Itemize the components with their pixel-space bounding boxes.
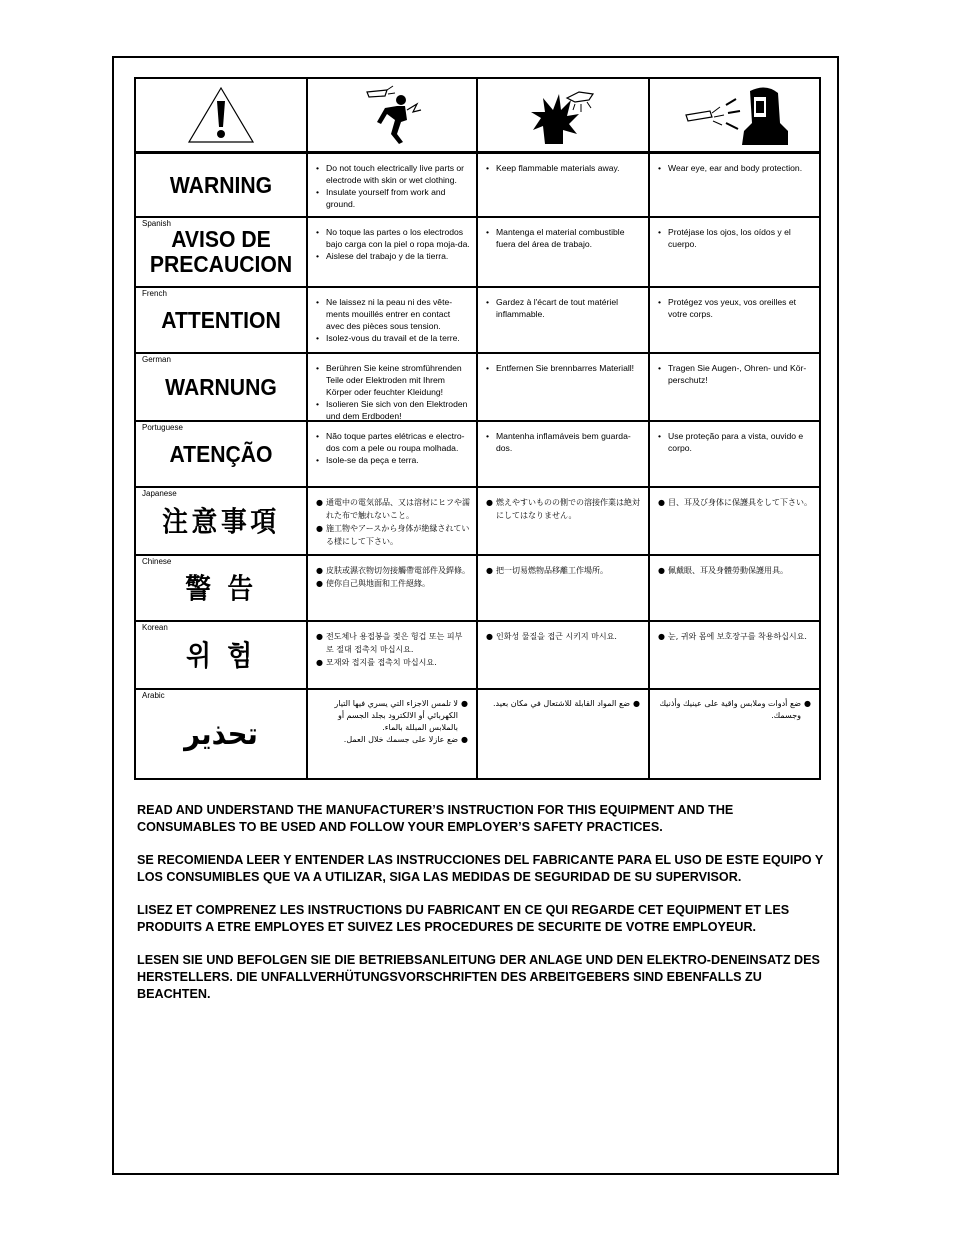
instruction-list bbox=[478, 622, 648, 643]
shock-instructions-cell bbox=[308, 288, 478, 354]
instruction-item: • Isole-se da peça e terra. bbox=[316, 454, 470, 466]
instruction-item: • Keep flammable materials away. bbox=[486, 162, 642, 174]
warning-title: ATTENTION bbox=[161, 306, 281, 333]
warning-title: تحذير bbox=[184, 716, 258, 752]
instruction-list bbox=[478, 218, 648, 250]
instruction-item: • Ne laissez ni la peau ni des vête-ments mouillés entrer en contact avec des pièces sous tension. bbox=[316, 296, 470, 332]
language-label: Chinese bbox=[142, 557, 172, 566]
instruction-item: • Não toque partes elétricas e electro-dos com a pele ou roupa molhada. bbox=[316, 430, 470, 454]
language-cell bbox=[136, 622, 308, 690]
fire-instructions-cell bbox=[478, 354, 650, 422]
instruction-list bbox=[650, 690, 819, 722]
instruction-item: ● 皮肤或濕衣物切勿接觸帶電部件及銲條。 bbox=[316, 564, 470, 577]
instruction-list bbox=[478, 154, 648, 174]
header-protection-cell bbox=[650, 79, 819, 154]
language-label: Portuguese bbox=[142, 423, 183, 432]
shock-instructions-cell bbox=[308, 218, 478, 288]
instruction-list bbox=[308, 154, 476, 210]
instruction-paragraph: READ AND UNDERSTAND THE MANUFACTURER’S INSTRUCTION FOR THIS EQUIPMENT AND THE CONSUMABLES TO BE USED AND FOLLOW YOUR EMPLOYER’S SAFETY PRACTICES. bbox=[137, 803, 734, 834]
instruction-item: ● 目、耳及び身体に保護具をして下さい。 bbox=[658, 496, 813, 509]
instruction-item: • Insulate yourself from work and ground. bbox=[316, 186, 470, 210]
fire-instructions-cell bbox=[478, 556, 650, 622]
instruction-paragraph: LISEZ ET COMPRENEZ LES INSTRUCTIONS DU FABRICANT EN CE QUI REGARDE CET EQUIPMENT ET LES PRODUITS A ETRE EMPLOYES ET SUIVEZ LES PROCEDURES DE SECURITE DE VOTRE EMPLOYEUR. bbox=[137, 903, 790, 934]
fire-instructions-cell bbox=[478, 218, 650, 288]
instruction-paragraph: LESEN SIE UND BEFOLGEN SIE DIE BETRIEBSANLEITUNG DER ANLAGE UND DEN ELEKTRO-DENEINSATZ DES HERSTELLERS. DIE UNFALLVERHÜTUNGSVORSCHRIFTEN DES ARBEITGEBERS SIND EBENFALLS ZU BEACHTEN. bbox=[137, 953, 820, 1001]
instruction-item: • Gardez à l'écart de tout matériel inflammable. bbox=[486, 296, 642, 320]
instruction-list bbox=[478, 488, 648, 522]
welder-protection-icon bbox=[680, 83, 790, 147]
instruction-list bbox=[650, 422, 819, 454]
instruction-list bbox=[308, 622, 476, 669]
warning-table bbox=[134, 77, 821, 780]
language-label: French bbox=[142, 289, 167, 298]
language-cell bbox=[136, 354, 308, 422]
warning-title: WARNING bbox=[169, 171, 273, 198]
instruction-list bbox=[308, 488, 476, 548]
fire-instructions-cell bbox=[478, 488, 650, 556]
protection-instructions-cell bbox=[650, 690, 819, 778]
instruction-item: ● ضع أدوات وملابس واقية على عينيك وأذنيك وجسمك. bbox=[656, 698, 811, 722]
language-label: Japanese bbox=[142, 489, 177, 498]
warning-title: ATENÇÃO bbox=[169, 440, 273, 467]
language-label: Arabic bbox=[142, 691, 165, 700]
language-label: German bbox=[142, 355, 171, 364]
instruction-item: ● 전도체나 용접봉을 젖은 헝겁 또는 피부로 절대 접촉치 마십시요. bbox=[316, 630, 470, 656]
instruction-list bbox=[650, 556, 819, 577]
language-label: Korean bbox=[142, 623, 168, 632]
protection-instructions-cell bbox=[650, 488, 819, 556]
instruction-item: • Tragen Sie Augen-, Ohren- und Kör-perschutz! bbox=[658, 362, 813, 386]
language-label: Spanish bbox=[142, 219, 171, 228]
instruction-item: • Use proteção para a vista, ouvido e corpo. bbox=[658, 430, 813, 454]
language-cell bbox=[136, 154, 308, 218]
instruction-list bbox=[308, 690, 476, 746]
instruction-list bbox=[308, 218, 476, 262]
shock-instructions-cell bbox=[308, 488, 478, 556]
explosion-icon bbox=[523, 84, 603, 146]
fire-instructions-cell bbox=[478, 422, 650, 488]
instruction-item: ● ضع عازلا على جسمك خلال العمل. bbox=[314, 734, 468, 746]
shock-instructions-cell bbox=[308, 154, 478, 218]
instruction-list bbox=[308, 556, 476, 590]
warning-title: 警 告 bbox=[185, 571, 257, 605]
instruction-item: • Mantenha inflamáveis bem guarda-dos. bbox=[486, 430, 642, 454]
fire-instructions-cell bbox=[478, 154, 650, 218]
instruction-list bbox=[308, 422, 476, 466]
header-fire-cell bbox=[478, 79, 650, 154]
fire-instructions-cell bbox=[478, 690, 650, 778]
shock-instructions-cell bbox=[308, 622, 478, 690]
instruction-item: • Isolieren Sie sich von den Elektroden und dem Erdboden! bbox=[316, 398, 470, 422]
fire-instructions-cell bbox=[478, 622, 650, 690]
instruction-list bbox=[650, 622, 819, 643]
instruction-list bbox=[650, 218, 819, 250]
warning-title: AVISO DE PRECAUCION bbox=[149, 226, 293, 277]
warning-title: 注意事項 bbox=[162, 504, 280, 538]
shock-instructions-cell bbox=[308, 690, 478, 778]
language-cell bbox=[136, 690, 308, 778]
instruction-item: • No toque las partes o los electrodos bajo carga con la piel o ropa moja-da. bbox=[316, 226, 470, 250]
instruction-item: ● 通電中の電気部品、又は溶材にヒフや濡れた布で触れないこと。 bbox=[316, 496, 470, 522]
header-warning-cell bbox=[136, 79, 308, 154]
language-cell bbox=[136, 422, 308, 488]
instruction-list bbox=[478, 422, 648, 454]
shock-instructions-cell bbox=[308, 354, 478, 422]
instruction-item: ● 使你自己與地面和工件絕緣。 bbox=[316, 577, 470, 590]
instructions-block bbox=[137, 802, 827, 1019]
language-cell bbox=[136, 488, 308, 556]
language-cell bbox=[136, 288, 308, 354]
language-cell bbox=[136, 556, 308, 622]
instruction-item: • Aislese del trabajo y de la tierra. bbox=[316, 250, 470, 262]
shock-instructions-cell bbox=[308, 556, 478, 622]
instruction-list bbox=[308, 354, 476, 422]
protection-instructions-cell bbox=[650, 218, 819, 288]
protection-instructions-cell bbox=[650, 354, 819, 422]
instruction-list bbox=[650, 154, 819, 174]
instruction-item: ● 燃えやすいものの側での溶接作業は絶対にしてはなりません。 bbox=[486, 496, 642, 522]
instruction-item: • Mantenga el material combustible fuera del área de trabajo. bbox=[486, 226, 642, 250]
instruction-list bbox=[478, 556, 648, 577]
protection-instructions-cell bbox=[650, 422, 819, 488]
instruction-item: ● لا تلمس الاجزاء التي يسري فيها التيار الكهربائي أو الالكترود بجلد الجسم أو بالملابس المبللة بالماء. bbox=[314, 698, 468, 734]
instruction-item: ● 눈, 귀와 몸에 보호장구를 착용하십시요. bbox=[658, 630, 813, 643]
instruction-item: • Do not touch electrically live parts or electrode with skin or wet clothing. bbox=[316, 162, 470, 186]
instruction-list bbox=[650, 354, 819, 386]
warning-title: 위 험 bbox=[186, 638, 256, 672]
protection-instructions-cell bbox=[650, 622, 819, 690]
shock-instructions-cell bbox=[308, 422, 478, 488]
fire-instructions-cell bbox=[478, 288, 650, 354]
instruction-item: ● 把一切易燃物品移離工作場所。 bbox=[486, 564, 642, 577]
instruction-item: • Isolez-vous du travail et de la terre. bbox=[316, 332, 470, 344]
protection-instructions-cell bbox=[650, 154, 819, 218]
instruction-list bbox=[478, 354, 648, 374]
instruction-item: ● 施工物やアースから身体が絶縁されている様にして下さい。 bbox=[316, 522, 470, 548]
header-shock-cell bbox=[308, 79, 478, 154]
instruction-paragraph: SE RECOMIENDA LEER Y ENTENDER LAS INSTRUCCIONES DEL FABRICANTE PARA EL USO DE ESTE EQUIPO Y LOS CONSUMIBLES QUE VA A UTILIZAR, SIGA LAS MEDIDAS DE SEGURIDAD DE SU SUPERVISOR. bbox=[137, 853, 823, 884]
instruction-item: ● 모재와 접지를 접촉치 마십시요. bbox=[316, 656, 470, 669]
instruction-list bbox=[478, 690, 648, 710]
instruction-item: • Berühren Sie keine stromführenden Teile oder Elektroden mit Ihrem Körper oder feuchter Kleidung! bbox=[316, 362, 470, 398]
protection-instructions-cell bbox=[650, 288, 819, 354]
instruction-item: ● 佩戴眼、耳及身體勞動保護用具。 bbox=[658, 564, 813, 577]
instruction-item: • Protéjase los ojos, los oídos y el cuerpo. bbox=[658, 226, 813, 250]
instruction-item: • Protégez vos yeux, vos oreilles et votre corps. bbox=[658, 296, 813, 320]
protection-instructions-cell bbox=[650, 556, 819, 622]
instruction-list bbox=[650, 488, 819, 509]
warning-triangle-icon bbox=[186, 85, 256, 145]
language-cell bbox=[136, 218, 308, 288]
instruction-item: ● ضع المواد القابلة للاشتعال في مكان بعيد. bbox=[484, 698, 640, 710]
instruction-item: • Entfernen Sie brennbarres Materiall! bbox=[486, 362, 642, 374]
instruction-list bbox=[650, 288, 819, 320]
instruction-list bbox=[308, 288, 476, 344]
instruction-item: ● 인화성 물질을 접근 시키지 마시요. bbox=[486, 630, 642, 643]
instruction-item: • Wear eye, ear and body protection. bbox=[658, 162, 813, 174]
instruction-list bbox=[478, 288, 648, 320]
electric-shock-icon bbox=[357, 84, 427, 146]
warning-title: WARNUNG bbox=[165, 373, 277, 400]
